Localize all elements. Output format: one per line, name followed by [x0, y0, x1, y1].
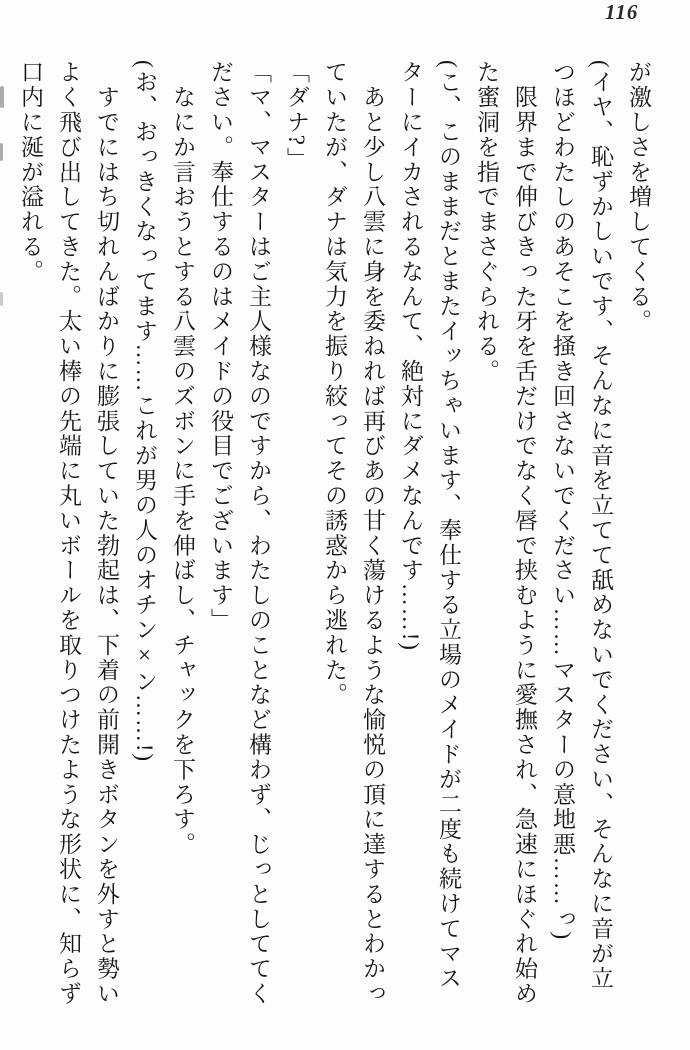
- text-column: (お、おっきくなってます……これが男の人のオチン×ン……!): [132, 60, 157, 763]
- page-number: 116: [605, 0, 639, 24]
- scan-artifact: [0, 143, 3, 161]
- text-column: 「マ、マスターはご主人様なのですから、わたしのことなど構わず、じっとしててく: [246, 60, 271, 1007]
- text-column: あと少し八雲に身を委ねれば再びあの甘く蕩けるような愉悦の頂に達するとわかっ: [360, 60, 385, 1007]
- text-column: よく飛び出してきた。太い棒の先端に丸いボールを取りつけたような形状に、知らず: [56, 60, 81, 1007]
- text-column: が激しさを増してくる。: [626, 60, 651, 334]
- text-column: つほどわたしのあそこを掻き回さないでください……マスターの意地悪……っ): [550, 60, 575, 942]
- text-column: なにか言おうとする八雲のズボンに手を伸ばし、チャックを下ろす。: [170, 60, 195, 857]
- vertical-text-block: [10, 60, 657, 1012]
- scan-artifact: [0, 86, 4, 108]
- text-column: 限界まで伸びきった牙を舌だけでなく唇で挟むように愛撫され、急速にほぐれ始め: [512, 60, 537, 1007]
- text-column: (イヤ、恥ずかしいです、そんなに音を立てて舐めないでください、そんなに音が立: [588, 60, 613, 991]
- text-column: ださい。奉仕するのはメイドの役目でございます」: [208, 60, 233, 633]
- text-column: た蜜洞を指でまさぐられる。: [474, 60, 499, 384]
- text-column: 口内に涎が溢れる。: [18, 60, 43, 285]
- text-column: 「ダナ?」: [284, 60, 309, 172]
- text-column: すでにはち切れんばかりに膨張していた勃起は、下着の前開きボタンを外すと勢い: [94, 60, 119, 1007]
- scan-artifact: [0, 292, 3, 306]
- text-column: ていたが、ダナは気力を振り絞ってその誘惑から逃れた。: [322, 60, 347, 708]
- text-column: ターにイカされるなんて、絶対にダメなんです……!): [398, 60, 423, 652]
- text-column: (こ、このままだとまたイッちゃいます、奉仕する立場のメイドが二度も続けてマス: [436, 60, 461, 991]
